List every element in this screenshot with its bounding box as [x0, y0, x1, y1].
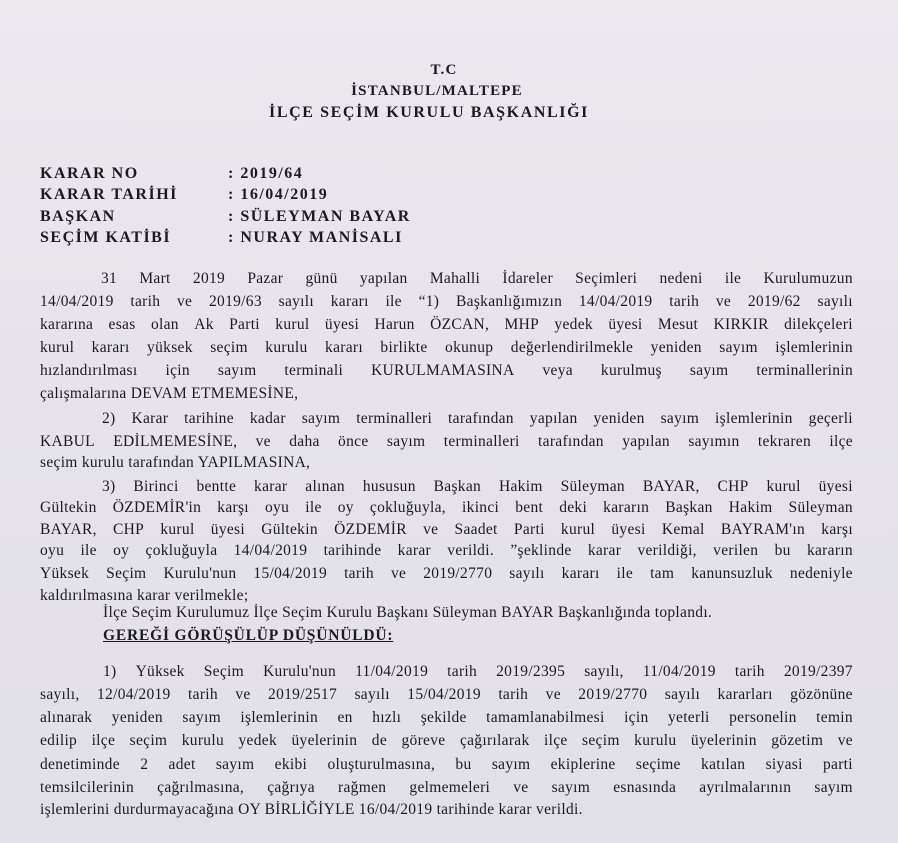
body-line: KABUL EDİLMEMESİNE, ve daha önce sayım terminalleri tarafından yapılan sayımın tekraren ilçe: [40, 433, 853, 450]
body-line: alınarak yeniden sayım işlemlerinin en hızlı şekilde tamamlanabilmesi için yeterli personelin temin: [40, 709, 853, 726]
body-line: 1) Yüksek Seçim Kurulu'nun 11/04/2019 tarih 2019/2395 sayılı, 11/04/2019 tarih 2019/2397: [103, 663, 853, 680]
meta-value: : SÜLEYMAN BAYAR: [228, 208, 411, 225]
body-line: hızlandırılması için sayım terminali KURULMAMASINA veya kurulmuş sayım terminallerinin: [40, 362, 853, 379]
meta-value: : NURAY MANİSALI: [228, 229, 403, 246]
body-line: temsilcilerinin çağrılmasına, çağrıya rağmen gelmemeleri ve sayım esnasında ayrılmalarının sayım: [40, 779, 853, 796]
meta-label: SEÇİM KATİBİ: [40, 229, 172, 246]
header-tc: T.C: [430, 62, 458, 78]
meta-label: KARAR NO: [40, 165, 139, 182]
header-board: İLÇE SEÇİM KURULU BAŞKANLIĞI: [269, 104, 589, 121]
body-line: işlemlerini durdurmayacağına OY BİRLİĞİYLE 16/04/2019 tarihinde karar verildi.: [40, 801, 583, 818]
body-line: 2) Karar tarihine kadar sayım terminalleri tarafından yapılan yeniden sayım işlemlerinin geçerli: [102, 410, 853, 427]
body-line: kaldırılmasına karar verilmekle;: [40, 587, 249, 604]
body-line: 31 Mart 2019 Pazar günü yapılan Mahalli İdareler Seçimleri nedeni ile Kurulumuzun: [101, 270, 853, 287]
body-line: kurul kararı yüksek seçim kurulu kararı birlikte okunup değerlendirilmekle yeniden sayım işlemlerinin: [40, 339, 853, 356]
meta-value: : 2019/64: [228, 165, 304, 182]
body-line: denetiminde 2 adet sayım ekibi oluşturulmasına, bu sayım ekiplerine seçime katılan siyasi parti: [40, 756, 853, 773]
body-line: çalışmalarına DEVAM ETMEMESİNE,: [40, 385, 299, 402]
header-city: İSTANBUL/MALTEPE: [351, 83, 523, 99]
body-line: edilip ilçe seçim kurulu yedek üyelerinin de göreve çağırılarak ilçe seçim kurulu üyelerinin gözetim ve: [40, 732, 853, 749]
body-line: 3) Birinci bentte karar alınan hususun Başkan Hakim Süleyman BAYAR, CHP kurul üyesi: [102, 478, 853, 495]
section-heading: GEREĞİ GÖRÜŞÜLÜP DÜŞÜNÜLDÜ:: [103, 627, 394, 644]
body-line: kararına esas olan Ak Parti kurul üyesi Harun ÖZCAN, MHP yedek üyesi Mesut KIRKIR dilekçeleri: [40, 316, 853, 333]
body-line: İlçe Seçim Kurulumuz İlçe Seçim Kurulu Başkanı Süleyman BAYAR Başkanlığında toplandı.: [103, 604, 713, 621]
meta-label: BAŞKAN: [40, 208, 116, 225]
body-line: oyu ile oy çokluğuyla 14/04/2019 tarihinde karar verildi. ”şeklinde karar verildiği, verilen bu kararın: [40, 542, 853, 559]
body-line: Yüksek Seçim Kurulu'nun 15/04/2019 tarih ve 2019/2770 sayılı kararı ile tam kanunsuzluk nedeniyle: [40, 565, 853, 582]
body-line: 14/04/2019 tarih ve 2019/63 sayılı kararı ile “1) Başkanlığımızın 14/04/2019 tarih ve 2019/62 sayılı: [40, 293, 853, 310]
body-line: BAYAR, CHP kurul üyesi Gültekin ÖZDEMİR ve Saadet Parti kurul üyesi Kemal BAYRAM'ın karşı: [40, 521, 853, 538]
meta-label: KARAR TARİHİ: [40, 186, 178, 203]
body-line: seçim kurulu tarafından YAPILMASINA,: [40, 454, 311, 471]
meta-value: : 16/04/2019: [228, 186, 329, 203]
body-line: Gültekin ÖZDEMİR'in karşı oyu ile oy çokluğuyla, ikinci bent deki kararın Başkan Hakim Süleyman: [40, 499, 853, 516]
body-line: sayılı, 12/04/2019 tarih ve 2019/2517 sayılı 15/04/2019 tarih ve 2019/2770 sayılı kararları gözönüne: [40, 686, 853, 703]
